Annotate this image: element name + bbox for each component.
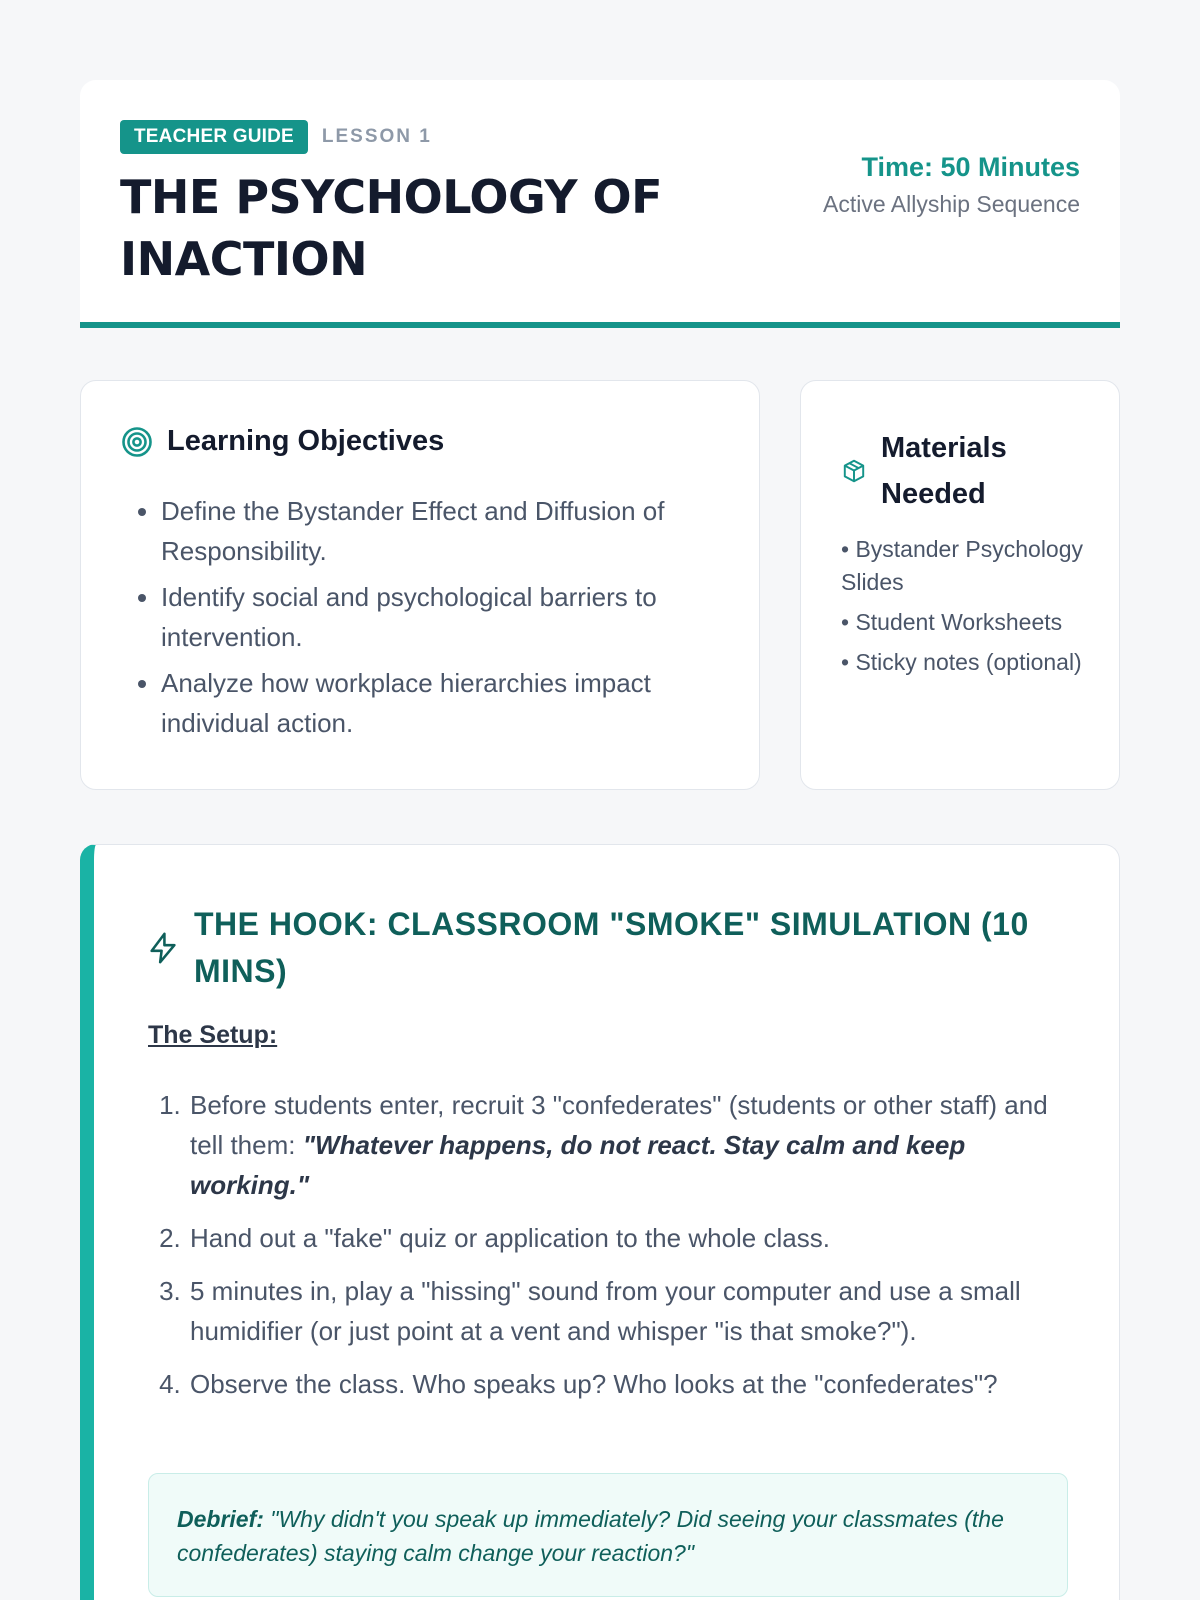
box-icon <box>841 458 867 484</box>
setup-steps <box>188 1085 1068 1417</box>
list-item: • Identify social and psychological barriers to intervention. <box>161 577 731 657</box>
lesson-time: Time: 50 Minutes <box>861 152 1080 182</box>
list-item <box>188 1271 1068 1351</box>
setup-label: The Setup: <box>148 1021 278 1049</box>
lightning-icon <box>146 931 180 965</box>
target-icon <box>121 426 153 458</box>
materials-header <box>841 425 1041 517</box>
list-item: • Analyze how workplace hierarchies impact individual action. <box>161 663 731 743</box>
teacher-guide-badge: TEACHER GUIDE <box>120 120 308 154</box>
hook-header <box>146 901 1054 995</box>
debrief-callout <box>148 1473 1068 1597</box>
lesson-meta <box>820 150 1080 221</box>
step-text: Before students enter, recruit 3 "confederates" (students or other staff) and tell them: <box>190 1090 1048 1160</box>
hook-title: THE HOOK: CLASSROOM "SMOKE" SIMULATION (10 MINS) <box>194 906 1029 989</box>
badge-row <box>120 120 432 154</box>
list-item <box>188 1218 1068 1258</box>
lesson-header <box>80 80 1120 328</box>
step-quote: "Whatever happens, do not react. Stay calm and keep working." <box>190 1130 966 1200</box>
debrief-text: "Why didn't you speak up immediately? Did seeing your classmates (the confederates) staying calm change your reaction?" <box>177 1506 1004 1566</box>
objectives-title: Learning Objectives <box>167 425 445 457</box>
step-text: Observe the class. Who speaks up? Who looks at the "confederates"? <box>190 1369 998 1399</box>
materials-card <box>800 380 1120 790</box>
list-item <box>188 1085 1068 1205</box>
learning-objectives-card <box>80 380 760 790</box>
debrief-label: Debrief: <box>177 1506 264 1532</box>
lesson-label: LESSON 1 <box>321 126 432 147</box>
list-item: • Student Worksheets <box>841 609 1063 635</box>
materials-title: Materials Needed <box>881 432 1007 510</box>
page-title: THE PSYCHOLOGY OF INACTION <box>120 170 663 286</box>
list-item: • Define the Bystander Effect and Diffusion of Responsibility. <box>161 491 731 571</box>
list-item <box>188 1364 1068 1404</box>
objectives-list <box>161 491 731 749</box>
objectives-header <box>121 425 444 458</box>
materials-list <box>841 533 1091 686</box>
hook-section <box>80 844 1120 1600</box>
list-item: • Sticky notes (optional) <box>841 649 1082 675</box>
step-text: 5 minutes in, play a "hissing" sound from your computer and use a small humidifier (or just point at a vent and whisper "is that smoke?"). <box>190 1276 1021 1346</box>
step-text: Hand out a "fake" quiz or application to the whole class. <box>190 1223 830 1253</box>
lesson-sequence: Active Allyship Sequence <box>823 191 1080 217</box>
list-item: • Bystander Psychology Slides <box>841 536 1084 595</box>
